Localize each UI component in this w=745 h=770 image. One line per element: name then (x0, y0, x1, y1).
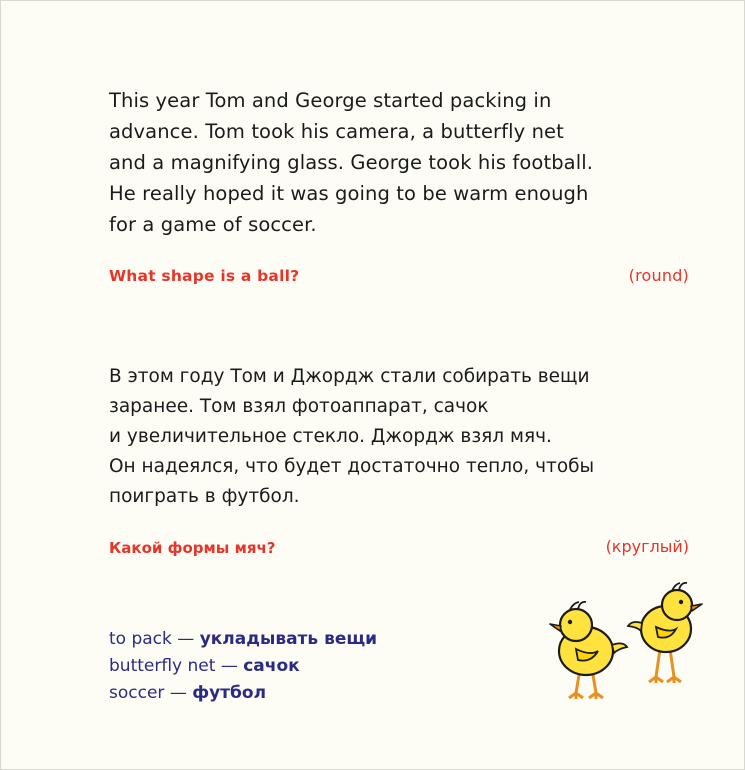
glossary-definition: футбол (192, 683, 267, 703)
chick-right-icon (628, 583, 702, 683)
russian-paragraph-line: В этом году Том и Джордж стали собирать вещи (109, 366, 590, 387)
glossary-term: to pack (109, 629, 172, 649)
english-question: What shape is a ball? (109, 267, 300, 285)
english-paragraph-line: He really hoped it was going to be warm enough (109, 182, 589, 205)
russian-answer: (круглый) (605, 537, 689, 556)
russian-paragraph-line: поиграть в футбол. (109, 486, 300, 507)
glossary-term: soccer (109, 683, 165, 703)
english-answer: (round) (628, 266, 689, 285)
glossary-dash: — (169, 683, 187, 703)
glossary-dash: — (177, 629, 195, 649)
english-paragraph (109, 85, 689, 240)
chick-left-icon (550, 602, 627, 699)
glossary-term: butterfly net (109, 656, 216, 676)
english-question-row (109, 266, 689, 290)
english-paragraph-line: advance. Tom took his camera, a butterfly net (109, 120, 564, 143)
glossary-definition: сачок (243, 656, 300, 676)
glossary-dash: — (220, 656, 238, 676)
english-paragraph-line: and a magnifying glass. George took his football. (109, 151, 594, 174)
russian-paragraph-line: Он надеялся, что будет достаточно тепло, чтобы (109, 456, 595, 477)
russian-paragraph-line: заранее. Том взял фотоаппарат, сачок (109, 396, 489, 417)
chicks-illustration (520, 581, 710, 711)
russian-paragraph (109, 362, 689, 512)
russian-paragraph-line: и увеличительное стекло. Джордж взял мяч. (109, 426, 552, 447)
russian-question: Какой формы мяч? (109, 539, 276, 557)
english-paragraph-line: This year Tom and George started packing in (109, 89, 552, 112)
russian-question-row (109, 538, 689, 562)
english-paragraph-line: for a game of soccer. (109, 213, 317, 236)
glossary-definition: укладывать вещи (199, 629, 378, 649)
